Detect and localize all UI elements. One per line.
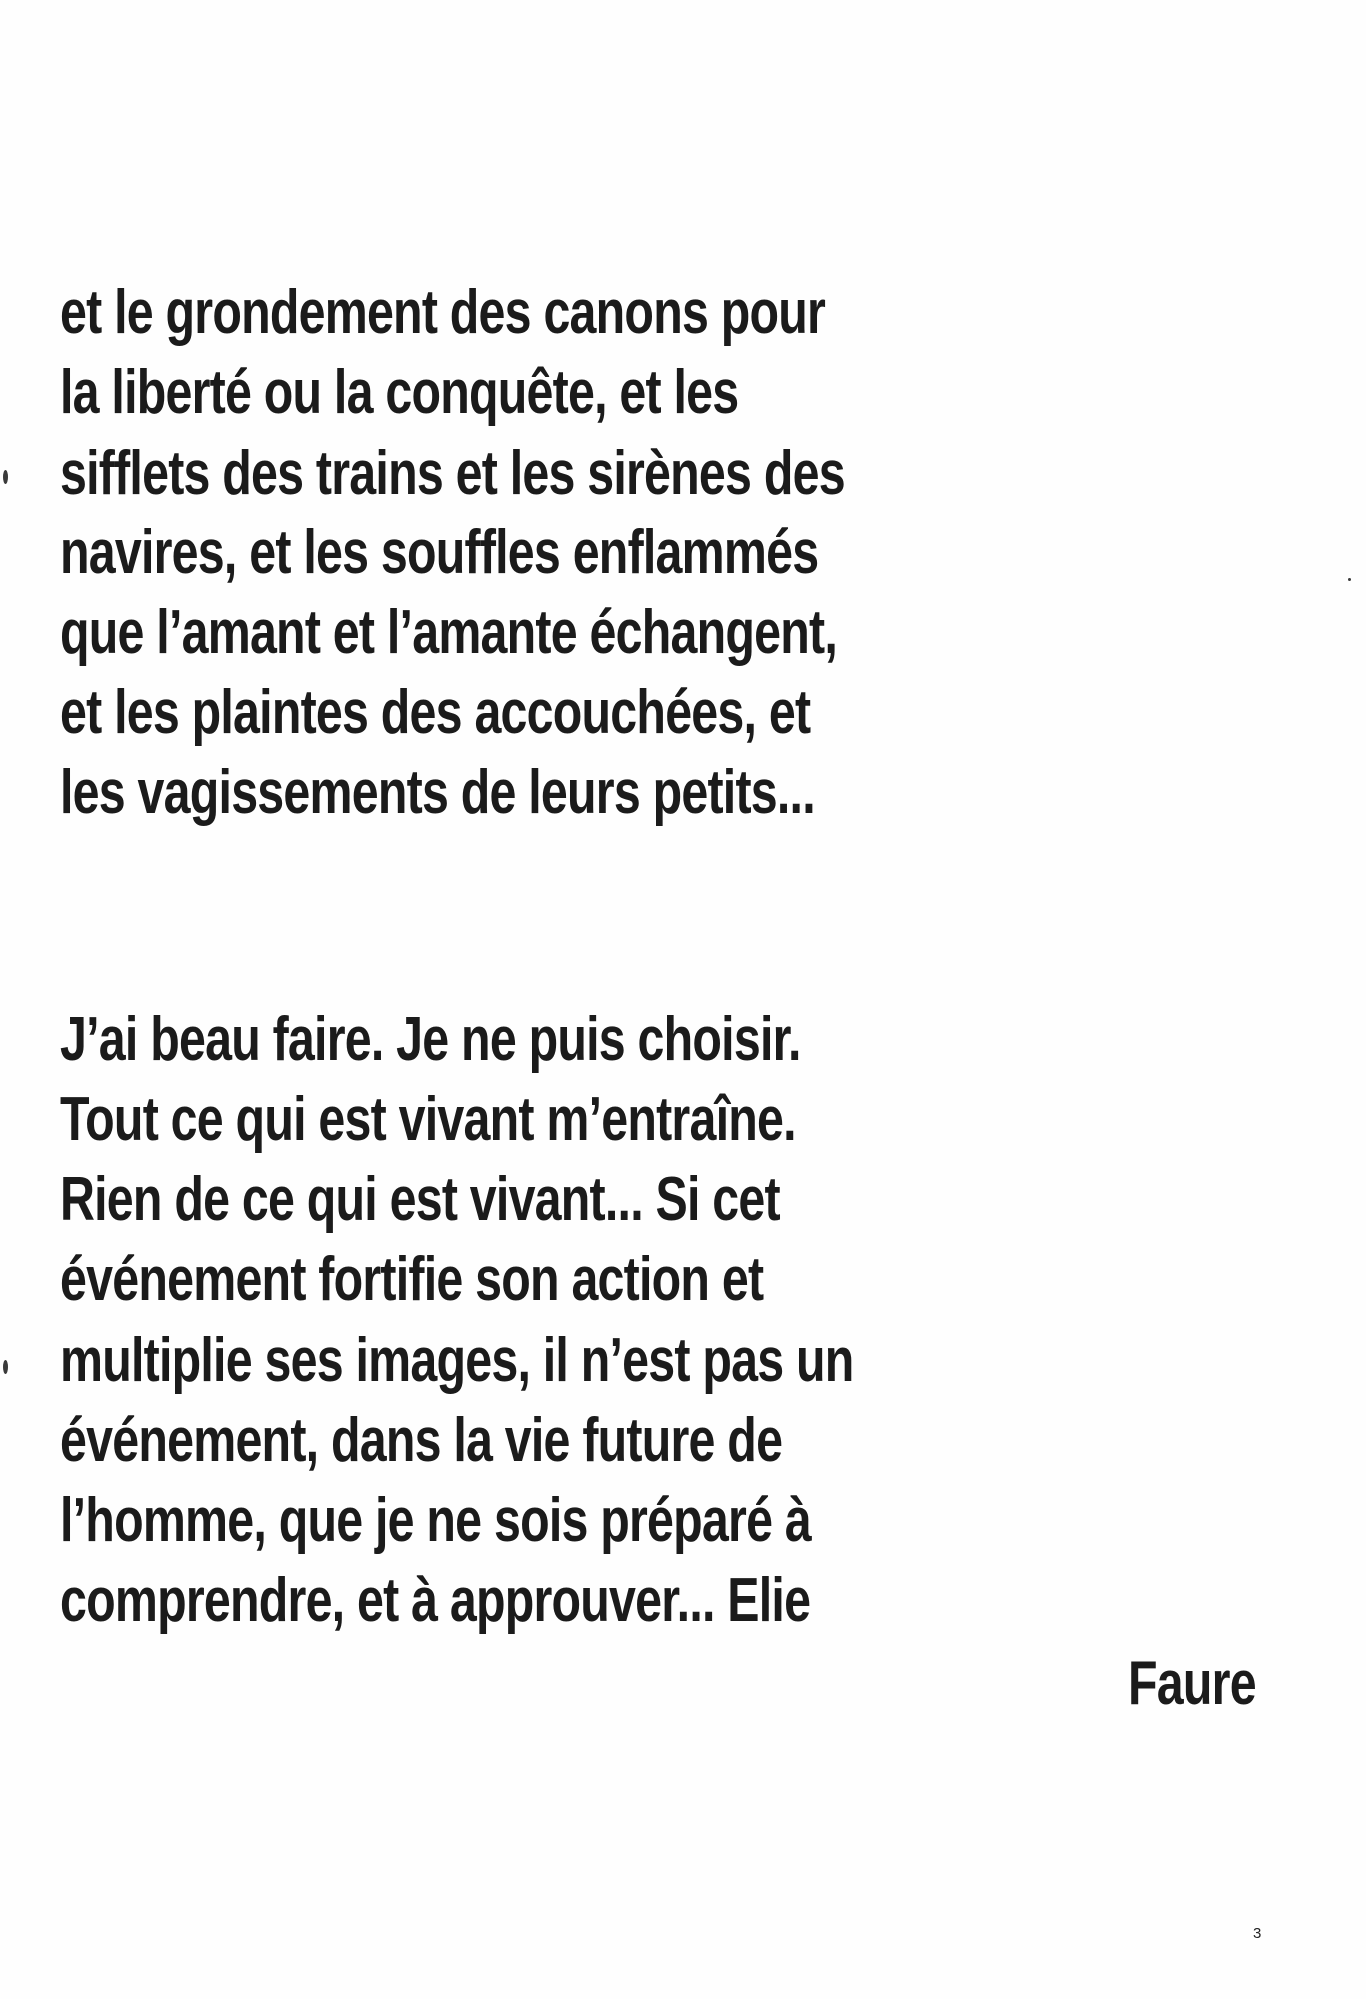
paragraph-2-line-7: l’homme, que je ne sois préparé à: [60, 1486, 811, 1555]
paragraph-1-line-4: navires, et les souffles enflammés: [60, 518, 819, 587]
paragraph-1-line-2: la liberté ou la conquête, et les: [60, 358, 739, 427]
paragraph-1-line-1: et le grondement des canons pour: [60, 278, 826, 347]
paragraph-2-line-1: J’ai beau faire. Je ne puis choisir.: [60, 1005, 801, 1074]
paragraph-2-line-2: Tout ce qui est vivant m’entraîne.: [60, 1085, 796, 1154]
paragraph-2-line-5: multiplie ses images, il n’est pas un: [60, 1326, 854, 1395]
paragraph-2-line-6: événement, dans la vie future de: [60, 1406, 783, 1475]
paragraph-2-line-3: Rien de ce qui est vivant... Si cet: [60, 1165, 780, 1234]
signature-surname: Faure: [1128, 1649, 1256, 1718]
paragraph-1-line-3: sifflets des trains et les sirènes des: [60, 439, 845, 508]
page-number: 3: [1253, 1925, 1262, 1942]
paragraph-1-line-6: et les plaintes des accouchées, et: [60, 678, 811, 747]
scan-speck: [1348, 578, 1351, 581]
paragraph-1-line-5: que l’amant et l’amante échangent,: [60, 598, 838, 667]
scan-speck: [3, 1360, 8, 1374]
paragraph-2-line-8: comprendre, et à approuver... Elie: [60, 1566, 811, 1635]
paragraph-1-line-7: les vagissements de leurs petits...: [60, 758, 815, 827]
scan-speck: [3, 470, 8, 484]
paragraph-2-line-4: événement fortifie son action et: [60, 1245, 764, 1314]
